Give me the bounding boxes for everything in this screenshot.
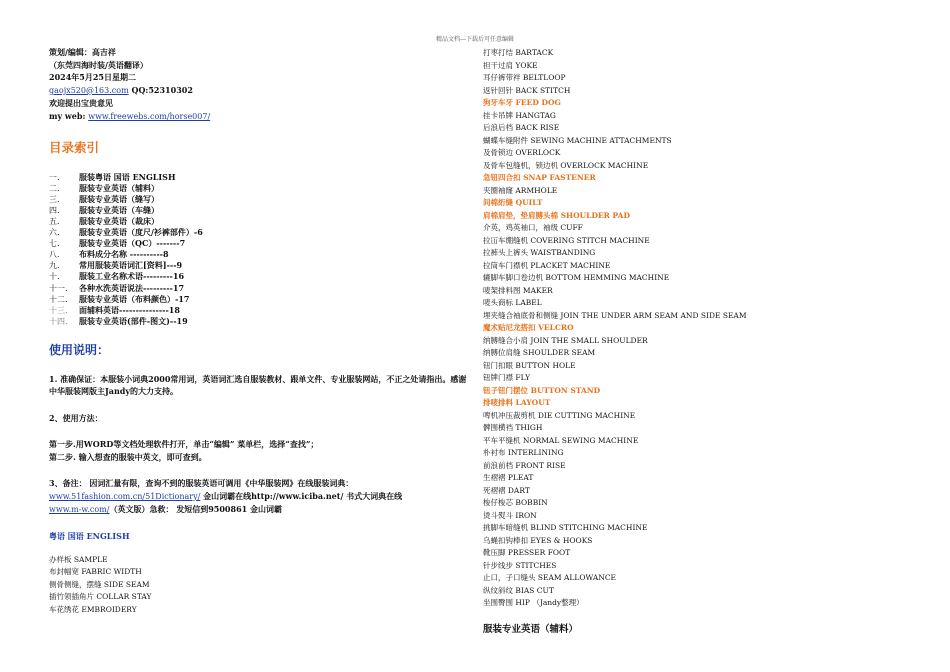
glossary-entry: 挑脚车暗缝机 BLIND STITCHING MACHINE: [483, 523, 648, 532]
qq-number: QQ:52310302: [131, 84, 193, 95]
glossary-entry: 唛头商标 LABEL: [483, 298, 542, 307]
glossary-entry: 平车平缝机 NORMAL SEWING MACHINE: [483, 435, 639, 445]
toc-item-number: 十.: [49, 272, 60, 282]
toc-item[interactable]: [49, 194, 469, 205]
usage-title: 使用说明：: [49, 342, 110, 357]
usage-paragraph-2: 2、使用方法：: [49, 412, 103, 423]
glossary-entry-highlighted: 间棉绗缝 QUILT: [483, 198, 543, 207]
usage-note-end: （英文版）急救： 发短信到9500861 金山词霸: [109, 504, 282, 515]
glossary-entry: 拉冚车绷缝机 COVERING STITCH MACHINE: [483, 235, 650, 245]
glossary-entry: 靴压脚 PRESSER FOOT: [483, 548, 571, 557]
toc-item-label: 常用服装英语词汇[资料]---9: [79, 260, 183, 271]
glossary-entry: 侧骨侧缝，摆缝 SIDE SEAM: [49, 579, 150, 589]
glossary-entry: 髀围横裆 THIGH: [483, 423, 543, 432]
glossary-entry: 拉裤头上裤头 WAISTBANDING: [483, 248, 596, 257]
usage-note-mid: 金山词霸在线http://www.iciba.net/ 书式大词典在线: [200, 490, 403, 501]
toc-item-label: 服装粤语 国语 ENGLISH: [79, 171, 176, 182]
glossary-entry: 纵纹斜纹 BIAS CUT: [483, 585, 554, 595]
usage-paragraph-1: 1. 准确保证：本服装小词典2000常用词，英语词汇选自服装教材、跟单文件、专业服装网站，不正之处请指出。感谢中华服装网版主Jandy的大力支持。: [49, 373, 467, 397]
glossary-entry: 后浪后档 BACK RISE: [483, 123, 560, 132]
glossary-entry: 插竹领插角片 COLLAR STAY: [49, 592, 152, 602]
glossary-entry: 夹圈袖窿 ARMHOLE: [483, 185, 558, 195]
toc-item-label: 服装专业英语（缝写）: [79, 193, 159, 204]
glossary-entry: 挂卡吊牌 HANGTAG: [483, 110, 556, 120]
toc-item-number: 八.: [49, 250, 60, 260]
dictionary-link-51fashion[interactable]: www.51fashion.com.cn/51Dictionary/: [49, 491, 201, 501]
email-link[interactable]: gaojx520@163.com: [49, 85, 129, 95]
toc-item-number: 二.: [49, 183, 60, 193]
toc-item-number: 五.: [49, 216, 60, 226]
toc-item[interactable]: [49, 227, 469, 238]
toc-item[interactable]: [49, 183, 469, 194]
glossary-entry: 乌蝇扣钩棒扣 EYES & HOOKS: [483, 535, 593, 545]
glossary-entry: 纳膊位肩缝 SHOULDER SEAM: [483, 348, 596, 357]
glossary-entry: 朴衬布 INTERLINING: [483, 448, 564, 457]
glossary-entry: 拉筒车门襟机 PLACKET MACHINE: [483, 260, 611, 270]
glossary-entry: 布封幅宽 FABRIC WIDTH: [49, 567, 142, 577]
toc-item-number: 十四.: [49, 316, 68, 326]
usage-note: 3、备注： 因词汇量有限，查询不到的服装英语可调用《中华服装网》在线服装词典：: [49, 478, 354, 489]
usage-paragraph-3: [49, 477, 469, 517]
toc-item-label: 服装工业名称术语---------16: [79, 271, 185, 282]
glossary-entry: 死褶褶 DART: [483, 485, 530, 495]
page-header-note: 精品文档---下载后可任意编辑: [435, 36, 515, 43]
glossary-entry: 介英，鸡英袖口，袖级 CUFF: [483, 223, 583, 232]
glossary-entry: 返针回针 BACK STITCH: [483, 85, 571, 95]
editor-line: 策划/编辑：高吉祥: [49, 47, 116, 57]
left-column: [49, 46, 469, 616]
usage-step-1: 第一步.用WORD等文档处理软件打开，单击“编辑” 菜单栏，选择“查找”；: [49, 439, 319, 450]
glossary-entry-highlighted: 急钮四合扣 SNAP FASTENER: [483, 173, 596, 182]
toc-item-number: 三.: [49, 194, 60, 204]
glossary-entry: 及骨锁边 OVERLOCK: [483, 148, 561, 157]
toc-item-label: 服装专业英语（辅料）: [79, 182, 159, 193]
toc-item-label: 服装专业英语（车缝）: [79, 204, 159, 215]
glossary-entry: 打枣打结 BARTACK: [483, 48, 554, 57]
right-column: [483, 47, 943, 635]
glossary-entry: 及骨车包缝机，锁边机 OVERLOCK MACHINE: [483, 160, 649, 170]
toc-item-number: 六.: [49, 228, 60, 238]
glossary-entry-highlighted: 肩棉肩垫，垫肩膊头棉 SHOULDER PAD: [483, 210, 630, 220]
company-line: （东莞四海时装/英语翻译）: [49, 59, 148, 70]
toc-item[interactable]: [49, 305, 469, 316]
glossary-entry: 耳仔裤带袢 BELTLOOP: [483, 73, 566, 82]
glossary-entry: 啤机冲压裁剪机 DIE CUTTING MACHINE: [483, 410, 636, 420]
glossary-entry: 坐围臀围 HIP （Jandy整理）: [483, 598, 584, 607]
toc-list: [49, 172, 469, 327]
glossary-entry: 办样板 SAMPLE: [49, 554, 108, 564]
toc-item-label: 布料成分名称 ----------8: [79, 249, 169, 260]
glossary-entry: 纳膊缝合小肩 JOIN THE SMALL SHOULDER: [483, 335, 648, 345]
glossary-entry: 蝴蝶车缝附件 SEWING MACHINE ATTACHMENTS: [483, 135, 672, 145]
date-line: 2024年5月25日星期二: [49, 72, 136, 83]
glossary-entry-highlighted: 钮子钮门摆位 BUTTON STAND: [483, 385, 601, 395]
toc-item-number: 十一.: [49, 283, 68, 293]
toc-item[interactable]: [49, 271, 469, 282]
glossary-entry-highlighted: 狗牙车牙 FEED DOG: [483, 98, 561, 107]
toc-item-label: 面辅料英语---------------18: [79, 304, 180, 315]
glossary-entry-highlighted: 魔术贴尼龙搭扣 VELCRO: [483, 323, 574, 332]
toc-item[interactable]: [49, 205, 469, 216]
toc-item[interactable]: [49, 294, 469, 305]
toc-item-label: 各种水洗英语说法---------17: [79, 282, 185, 293]
toc-item[interactable]: [49, 216, 469, 227]
glossary-entry: 埋夹缝合袖底骨和侧缝 JOIN THE UNDER ARM SEAM AND SIDE SEAM: [483, 310, 747, 320]
toc-item-number: 四.: [49, 205, 60, 215]
toc-item-label: 服装专业英语（裁床）: [79, 215, 159, 226]
glossary-entry: 前浪前档 FRONT RISE: [483, 460, 566, 470]
toc-item-number: 十二.: [49, 294, 68, 304]
glossary-entry: 唛架排料图 MAKER: [483, 285, 553, 295]
toc-item-number: 十三.: [49, 305, 68, 315]
toc-item-number: 九.: [49, 261, 60, 271]
glossary-subheading: 粤语 国语 ENGLISH: [49, 530, 130, 541]
glossary-entry: 担干过肩 YOKE: [483, 60, 538, 70]
left-glossary-list: [49, 554, 469, 617]
glossary-entry: 止口，子口缝头 SEAM ALLOWANCE: [483, 573, 617, 582]
glossary-entry: 辘脚车脚口卷边机 BOTTOM HEMMING MACHINE: [483, 273, 670, 282]
toc-item[interactable]: [49, 316, 469, 327]
toc-item-number: 一.: [49, 172, 60, 182]
welcome-line: 欢迎提出宝贵意见: [49, 98, 113, 109]
accessories-heading: 服装专业英语（辅料）: [483, 623, 579, 635]
glossary-entry: 车花绣花 EMBROIDERY: [49, 604, 137, 614]
toc-item[interactable]: [49, 172, 469, 183]
toc-item-label: 服装专业英语（QC）-------7: [79, 238, 186, 249]
toc-item-label: 服装专业英语（度尺/衫裤部件）-6: [79, 227, 203, 238]
glossary-entry: 烫斗熨斗 IRON: [483, 510, 537, 520]
glossary-entry: 生褶褶 PLEAT: [483, 473, 534, 482]
web-label: my web:: [49, 110, 86, 121]
toc-item-label: 服装专业英语（布料颜色）-17: [79, 293, 190, 304]
usage-step-2: 第二步. 输入想查的服装中英文，即可查到。: [49, 451, 207, 462]
web-link[interactable]: www.freewebs.com/horse007/: [88, 111, 211, 121]
toc-item[interactable]: [49, 260, 469, 271]
toc-item-label: 服装专业英语(部件-图文)--19: [79, 315, 188, 326]
dictionary-link-mw[interactable]: www.m-w.com/: [49, 505, 110, 515]
web-line: [49, 110, 469, 124]
glossary-entry: 钮牌门襟 FLY: [483, 373, 531, 382]
toc-item-number: 七.: [49, 239, 60, 249]
right-glossary-list: [483, 47, 943, 610]
toc-item[interactable]: [49, 249, 469, 260]
toc-item[interactable]: [49, 283, 469, 294]
glossary-entry: 针步线步 STITCHES: [483, 560, 557, 570]
glossary-entry: 钮门扣眼 BUTTON HOLE: [483, 360, 576, 370]
glossary-entry-highlighted: 排唛排料 LAYOUT: [483, 398, 551, 407]
glossary-entry: 梭仔梭芯 BOBBIN: [483, 498, 548, 507]
toc-item[interactable]: [49, 238, 469, 249]
contact-line: [49, 84, 469, 98]
toc-title: 目录索引: [49, 139, 100, 155]
